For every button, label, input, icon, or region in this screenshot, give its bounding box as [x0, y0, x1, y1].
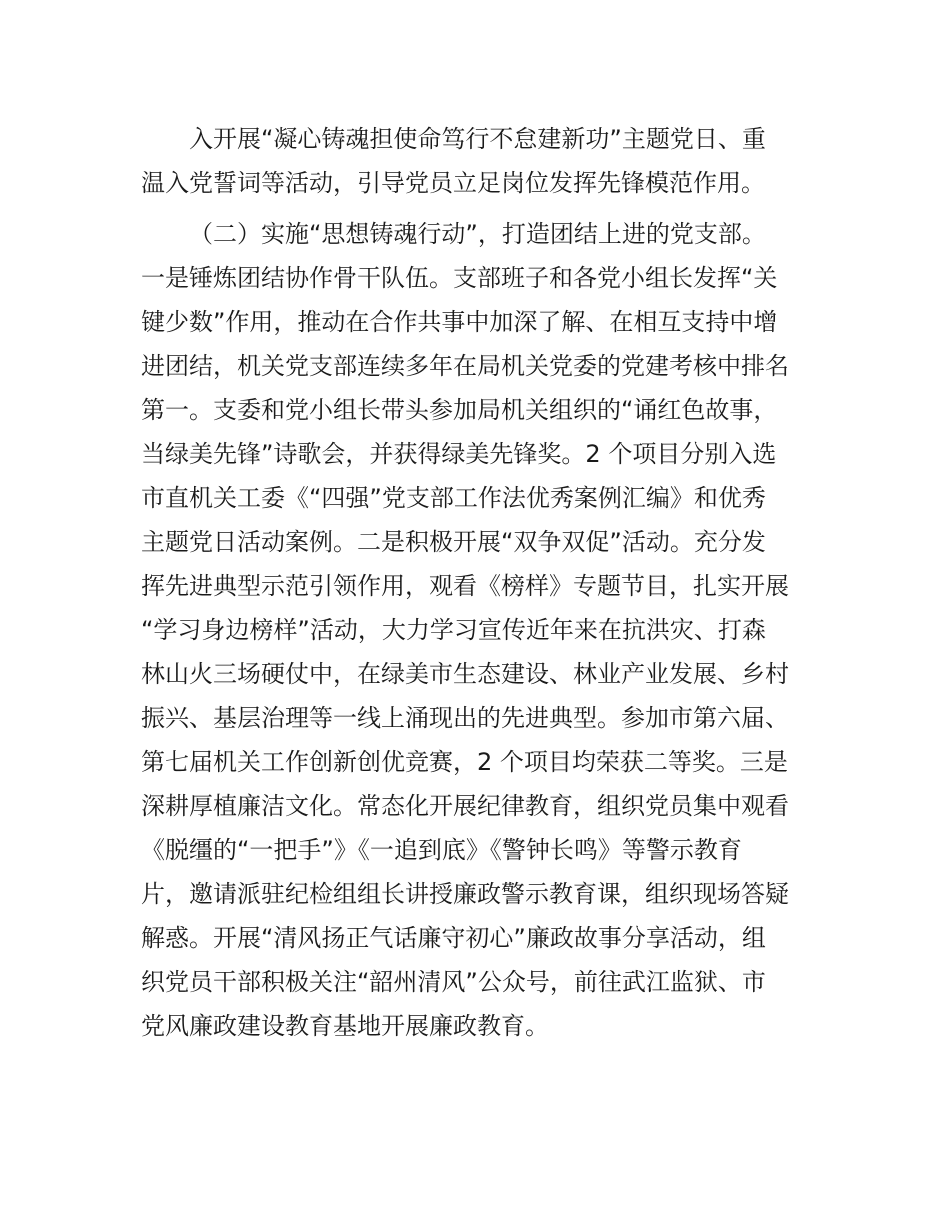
paragraph-line: 市直机关工委《“四强”党支部工作法优秀案例汇编》和优秀	[141, 484, 766, 512]
paragraph-line: 一是锤炼团结协作骨干队伍。支部班子和各党小组长发挥“关	[141, 264, 778, 292]
paragraph-line: 键少数”作用，推动在合作共事中加深了解、在相互支持中增	[141, 308, 778, 336]
paragraph-line: 深耕厚植廉洁文化。常态化开展纪律教育，组织党员集中观看	[141, 792, 789, 820]
paragraph-line: “学习身边榜样”活动，大力学习宣传近年来在抗洪灾、打森	[141, 616, 766, 644]
paragraph-line: 入开展“凝心铸魂担使命笃行不怠建新功”主题党日、重	[189, 125, 766, 153]
paragraph-line: 主题党日活动案例。二是积极开展“双争双促”活动。充分发	[141, 528, 766, 556]
paragraph-line: 《脱缰的“一把手”》《一追到底》《警钟长鸣》等警示教育	[141, 836, 742, 864]
paragraph-line: 织党员干部积极关注“韶州清风”公众号，前往武江监狱、市	[141, 968, 766, 996]
paragraph-line: 解惑。开展“清风扬正气话廉守初心”廉政故事分享活动，组	[141, 924, 766, 952]
paragraph-2	[141, 212, 821, 1048]
paragraph-line: 第七届机关工作创新创优竞赛，2 个项目均荣获二等奖。三是	[141, 748, 788, 776]
paragraph-1	[141, 117, 821, 205]
paragraph-line: 振兴、基层治理等一线上涌现出的先进典型。参加市第六届、	[141, 704, 789, 732]
paragraph-line: 当绿美先锋”诗歌会，并获得绿美先锋奖。2 个项目分别入选	[141, 440, 777, 468]
paragraph-line: 林山火三场硬仗中，在绿美市生态建设、林业产业发展、乡村	[141, 660, 789, 688]
paragraph-line: 挥先进典型示范引领作用，观看《榜样》专题节目，扎实开展	[141, 572, 789, 600]
paragraph-line: 党风廉政建设教育基地开展廉政教育。	[141, 1012, 549, 1040]
section-heading-line: （二）实施“思想铸魂行动”，打造团结上进的党支部。	[189, 220, 766, 248]
paragraph-line: 温入党誓词等活动，引导党员立足岗位发挥先锋模范作用。	[141, 169, 765, 197]
paragraph-line: 第一。支委和党小组长带头参加局机关组织的“诵红色故事，	[141, 396, 778, 424]
paragraph-line: 进团结，机关党支部连续多年在局机关党委的党建考核中排名	[141, 352, 789, 380]
paragraph-line: 片，邀请派驻纪检组组长讲授廉政警示教育课，组织现场答疑	[141, 880, 789, 908]
document-body	[141, 117, 821, 1048]
